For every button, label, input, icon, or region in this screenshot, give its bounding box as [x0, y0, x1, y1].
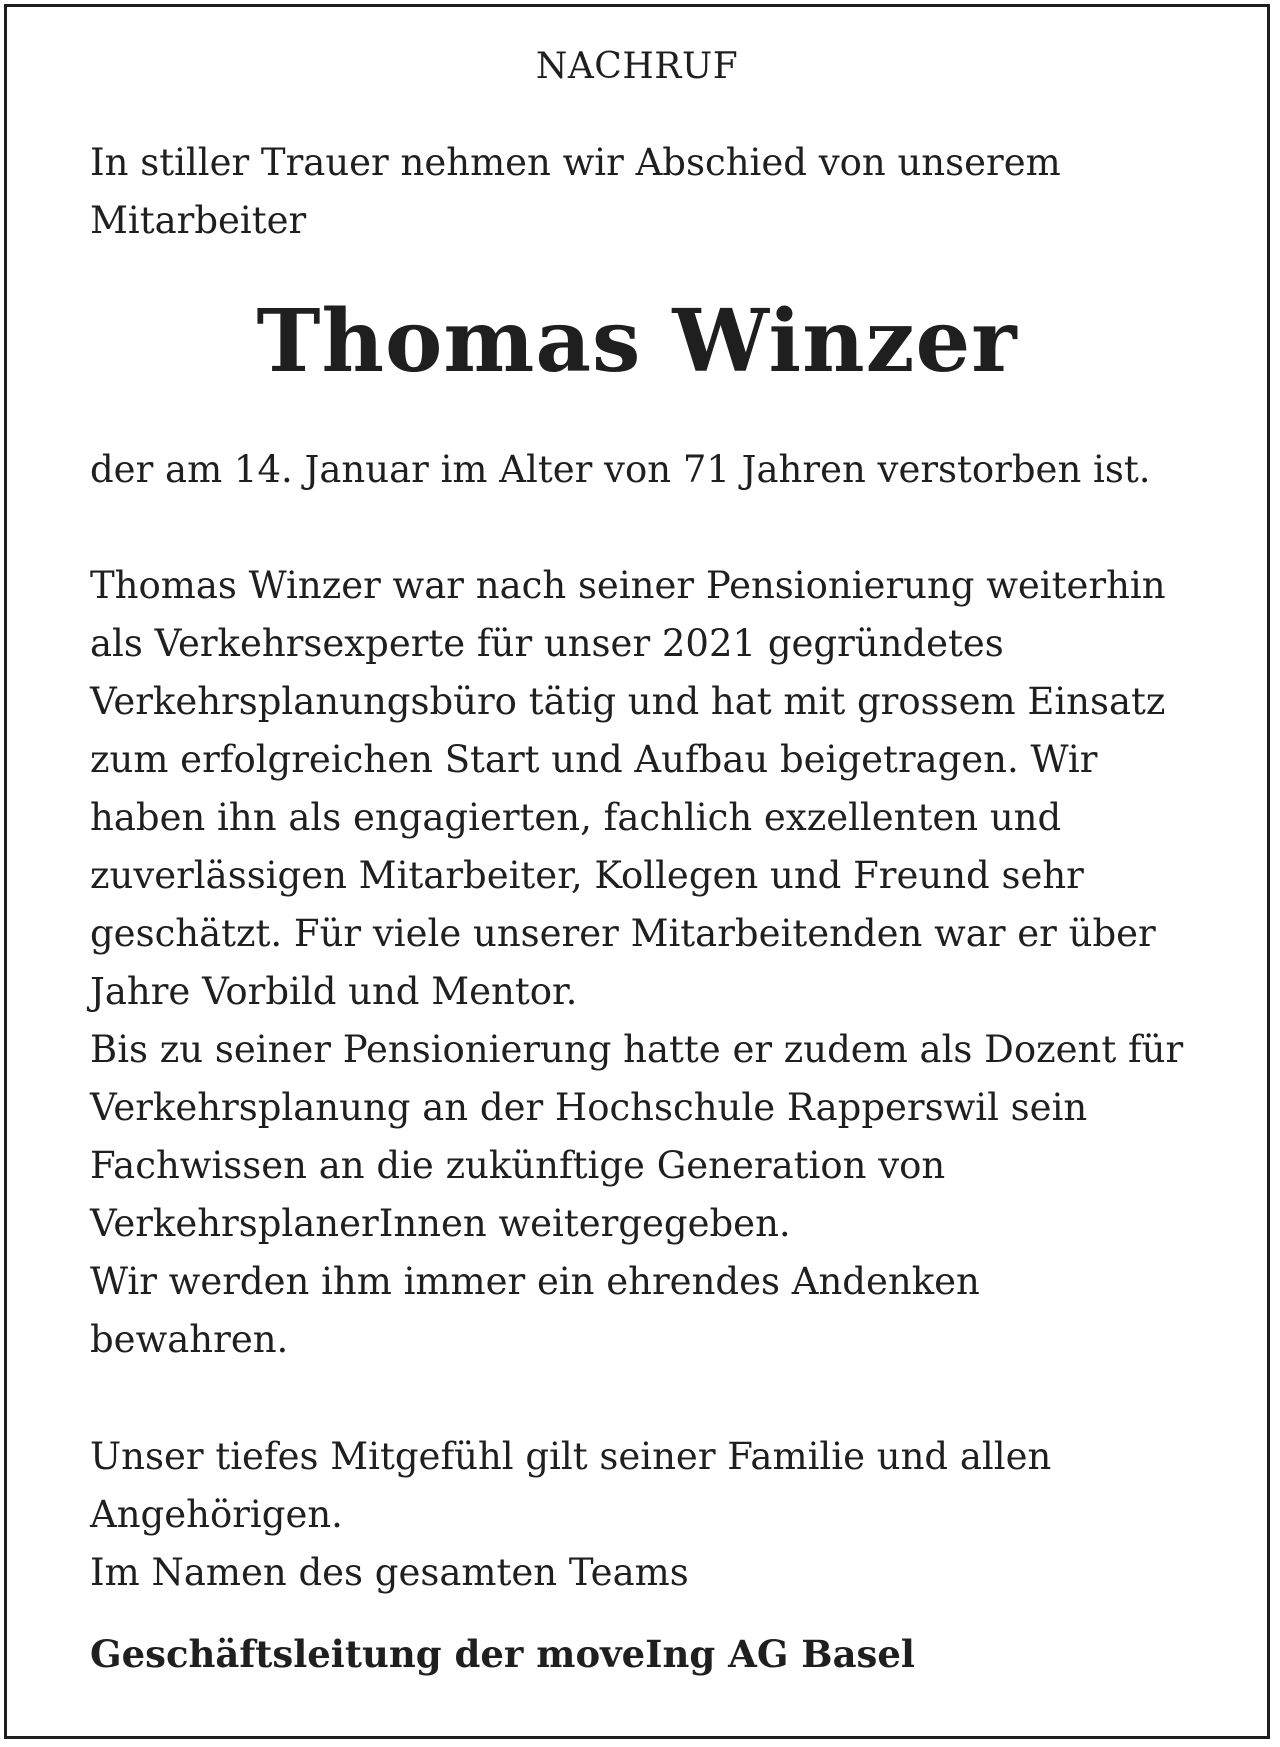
condolence-line: Angehörigen. — [90, 1493, 343, 1536]
intro-line: Mitarbeiter — [90, 199, 307, 242]
tribute-line: Verkehrsplanungsbüro tätig und hat mit grossem Einsatz — [90, 680, 1166, 723]
tribute-line: haben ihn als engagierten, fachlich exzellenten und — [90, 796, 1062, 839]
tribute-line: Verkehrsplanung an der Hochschule Rapperswil sein — [90, 1086, 1088, 1129]
tribute-line: bewahren. — [90, 1318, 289, 1361]
condolence-line: Unser tiefes Mitgefühl gilt seiner Familie und allen — [90, 1435, 1052, 1478]
tribute-line: als Verkehrsexperte für unser 2021 gegründetes — [90, 622, 1004, 665]
tribute-line: Wir werden ihm immer ein ehrendes Andenken — [90, 1260, 980, 1303]
obituary-notice — [4, 4, 1270, 1739]
death-line: der am 14. Januar im Alter von 71 Jahren verstorben ist. — [90, 448, 1151, 491]
notice-heading: NACHRUF — [535, 46, 739, 87]
tribute-line: Thomas Winzer war nach seiner Pensionierung weiterhin — [90, 564, 1166, 607]
tribute-text — [90, 557, 1210, 1369]
tribute-line: zum erfolgreichen Start und Aufbau beigetragen. Wir — [90, 738, 1098, 781]
intro-text — [90, 134, 1210, 250]
tribute-line: VerkehrsplanerInnen weitergegeben. — [90, 1202, 791, 1245]
condolence-text — [90, 1428, 1210, 1602]
tribute-line: Fachwissen an die zukünftige Generation von — [90, 1144, 946, 1187]
tribute-line: Bis zu seiner Pensionierung hatte er zudem als Dozent für — [90, 1028, 1184, 1071]
signature: Geschäftsleitung der moveIng AG Basel — [90, 1632, 915, 1676]
intro-line: In stiller Trauer nehmen wir Abschied von unserem — [90, 141, 1061, 184]
condolence-line: Im Namen des gesamten Teams — [90, 1551, 689, 1594]
tribute-line: geschätzt. Für viele unserer Mitarbeitenden war er über — [90, 912, 1156, 955]
deceased-name: Thomas Winzer — [256, 291, 1018, 392]
tribute-line: zuverlässigen Mitarbeiter, Kollegen und Freund sehr — [90, 854, 1084, 897]
tribute-line: Jahre Vorbild und Mentor. — [90, 970, 578, 1013]
death-statement — [90, 441, 1210, 499]
